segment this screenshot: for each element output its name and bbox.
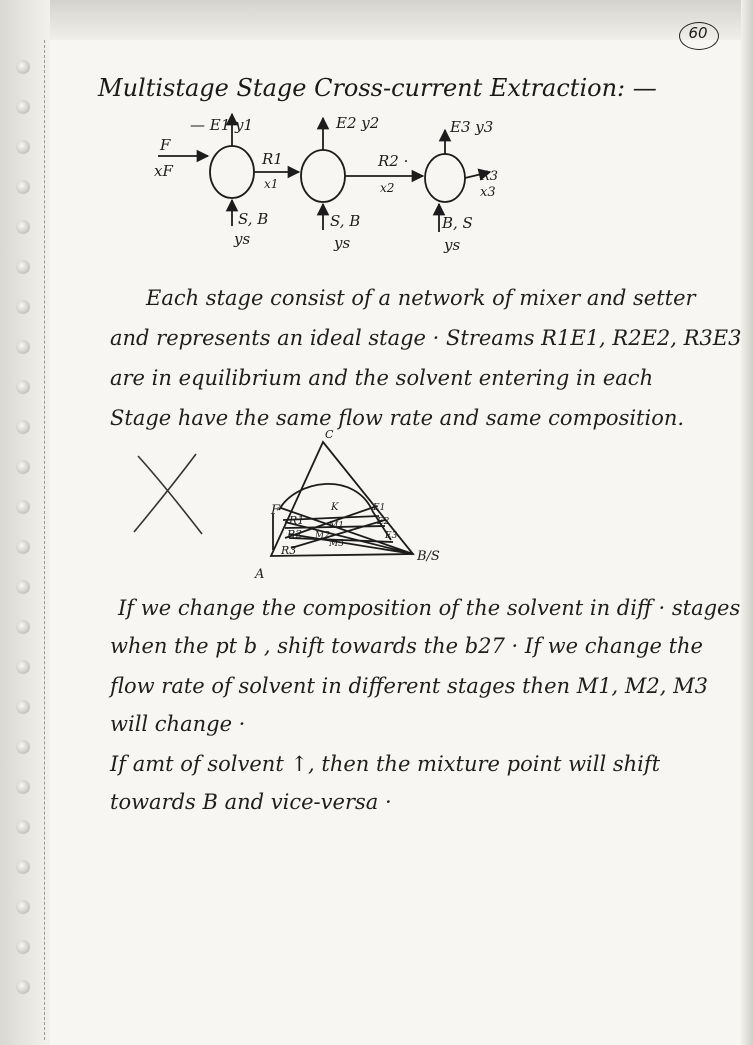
paragraph-1-line-1: Each stage consist of a network of mixer and setter (146, 286, 696, 310)
paragraph-2-line-3: flow rate of solvent in different stages then M1, M2, M3 (110, 674, 708, 698)
extract-3-label: E3 y3 (450, 118, 494, 136)
feed-comp: xF (154, 162, 173, 180)
e2-label: E2 (377, 517, 390, 527)
binding-hole (16, 980, 30, 994)
binding-hole (16, 300, 30, 314)
feed-label: F (160, 136, 171, 154)
margin-line (44, 40, 46, 1040)
binding-hole (16, 620, 30, 634)
crossed-out-mark (128, 448, 208, 538)
r2-label: R2 (287, 528, 303, 541)
solvent-3-comp: ys (444, 236, 461, 254)
binding-hole (16, 700, 30, 714)
raffinate-1-label: R1 (262, 150, 283, 168)
scan-right-edge (741, 0, 753, 1045)
binding-hole (16, 820, 30, 834)
m3-label: M3 (329, 539, 344, 549)
binding-hole (16, 260, 30, 274)
e3-label: E3 (385, 531, 398, 541)
extract-1-label: — E1 y1 (190, 116, 254, 134)
paragraph-2-line-6: towards B and vice-versa · (110, 790, 392, 814)
page-title: Multistage Stage Cross-current Extraction: — (98, 74, 657, 102)
raffinate-3-comp: x3 (480, 185, 496, 200)
m1-label: M1 (329, 521, 344, 531)
binding-hole (16, 100, 30, 114)
paragraph-1-line-3: are in equilibrium and the solvent entering in each (110, 366, 654, 390)
raffinate-2-label: R2 · (378, 152, 409, 170)
binding-hole (16, 540, 30, 554)
raffinate-3-label: R3 (480, 169, 499, 184)
binding-hole (16, 60, 30, 74)
m2-label: M2 (315, 531, 330, 541)
extract-2-label: E2 y2 (336, 114, 380, 132)
solvent-1-label: S, B (238, 210, 269, 228)
binding-hole (16, 580, 30, 594)
raffinate-1-comp: x1 (264, 177, 279, 191)
binding-hole (16, 900, 30, 914)
binding-hole (16, 940, 30, 954)
paragraph-2-line-1: If we change the composition of the solvent in diff · stages (118, 596, 741, 620)
k-label: K (331, 502, 339, 513)
feed-point-label: F (271, 503, 281, 518)
binding-hole (16, 460, 30, 474)
vertex-b-label: B/S (417, 549, 440, 564)
spiral-binding-edge (0, 0, 50, 1045)
r1-label: R1 (289, 514, 305, 527)
solvent-1-comp: ys (234, 230, 251, 248)
binding-hole (16, 780, 30, 794)
vertex-a-label: A (255, 567, 265, 580)
solvent-3-label: B, S (442, 214, 473, 232)
binding-hole (16, 340, 30, 354)
paragraph-2-line-5: If amt of solvent ↑, then the mixture point will shift (110, 752, 661, 776)
binding-hole (16, 220, 30, 234)
binding-hole (16, 180, 30, 194)
cross-current-flow-diagram (140, 108, 520, 268)
r3-label: R3 (281, 544, 297, 557)
stage-2-circle (301, 150, 345, 202)
paragraph-1-line-2: and represents an ideal stage · Streams R1E1, R2E2, R3E3 (110, 326, 742, 350)
binding-hole (16, 860, 30, 874)
ternary-triangle-diagram (245, 430, 465, 580)
stage-1-circle (210, 146, 254, 198)
scan-top-edge (0, 0, 753, 40)
paragraph-2-line-4: will change · (110, 712, 246, 736)
binding-hole (16, 140, 30, 154)
raffinate-2-comp: x2 (380, 181, 395, 195)
binding-hole (16, 380, 30, 394)
paragraph-1-line-4: Stage have the same flow rate and same composition. (110, 406, 685, 430)
binding-hole (16, 420, 30, 434)
e1-label: E1 (373, 503, 386, 513)
binding-hole (16, 740, 30, 754)
solvent-2-comp: ys (334, 234, 351, 252)
paragraph-2-line-2: when the pt b , shift towards the b27 · If we change the (110, 634, 703, 658)
stage-3-circle (425, 154, 465, 202)
binding-hole (16, 660, 30, 674)
solvent-2-label: S, B (330, 212, 361, 230)
binding-hole (16, 500, 30, 514)
apex-label: C (325, 430, 334, 441)
page-number: 60 (688, 24, 708, 42)
